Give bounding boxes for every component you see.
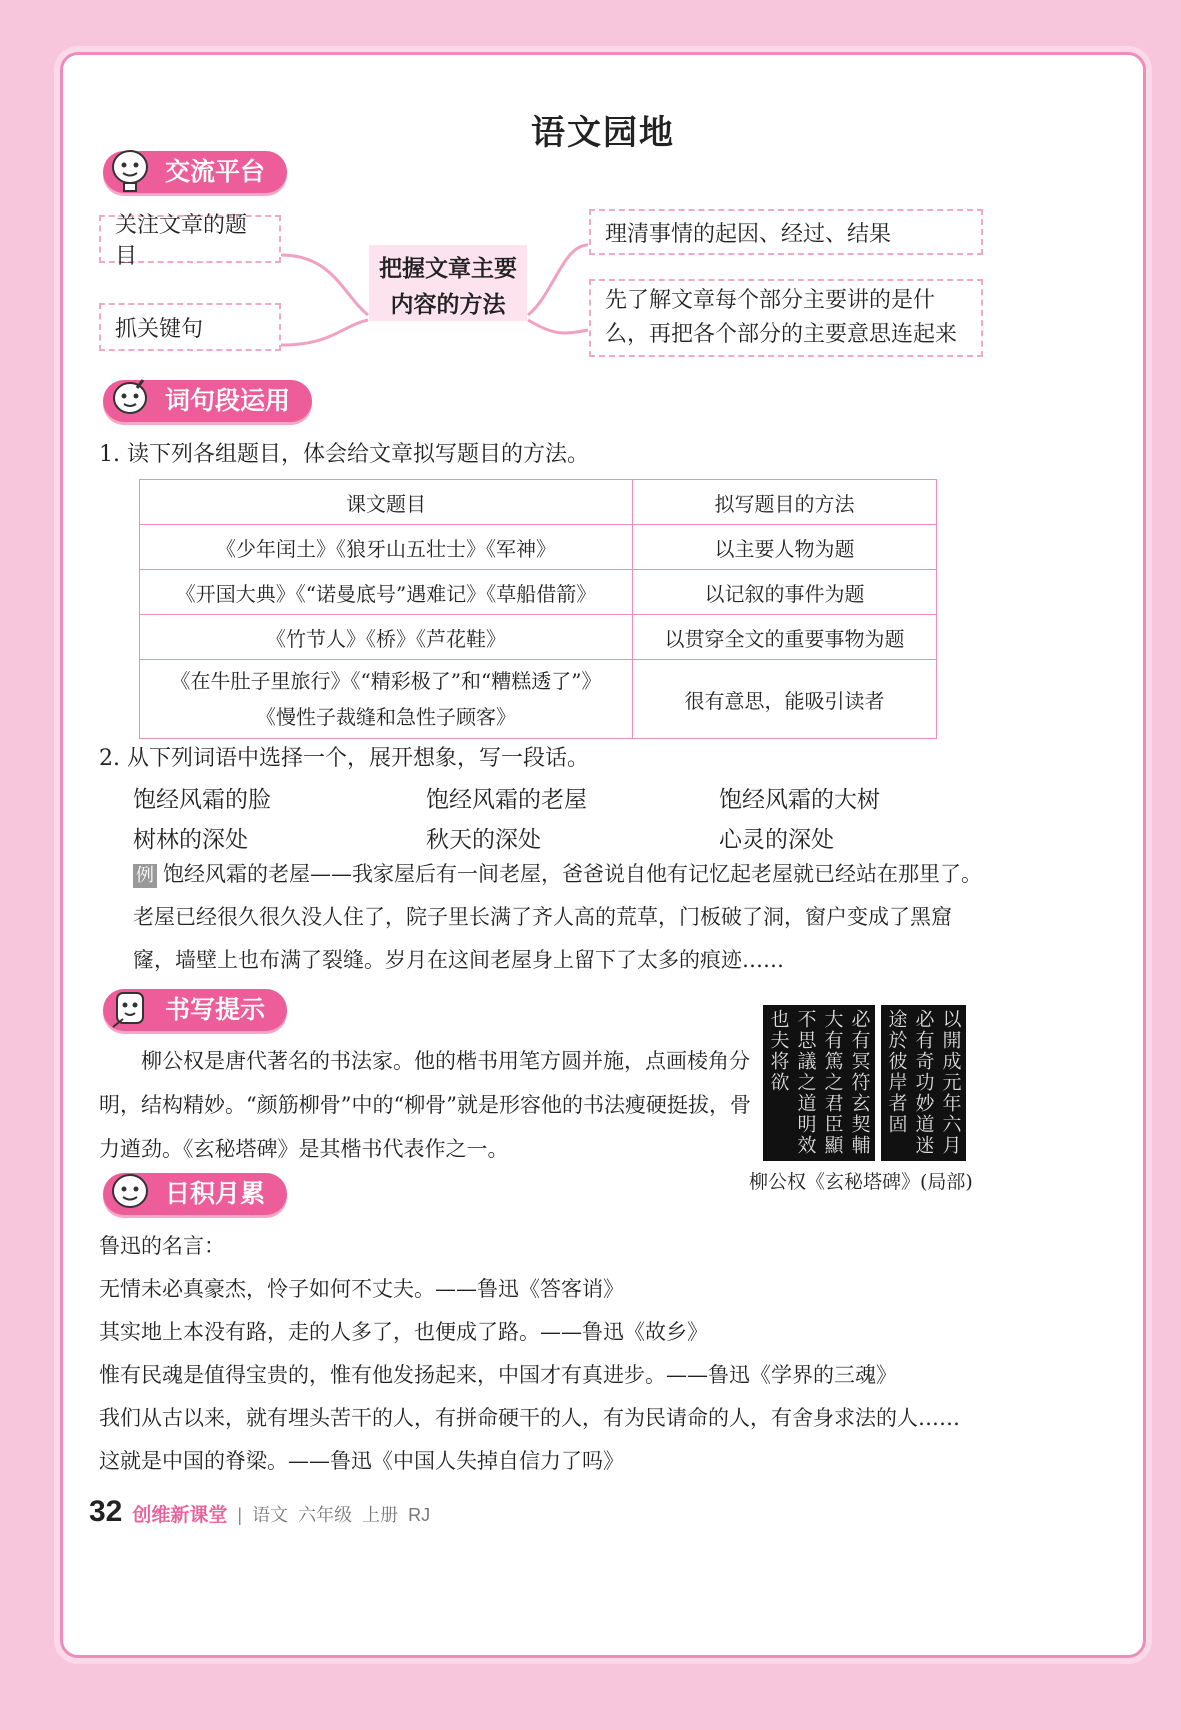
quote-line: 其实地上本没有路，走的人多了，也便成了路。——鲁迅《故乡》 xyxy=(99,1320,708,1344)
word-option: 树林的深处 xyxy=(133,827,248,853)
stele-image xyxy=(767,1005,962,1161)
section-heading-writing xyxy=(103,989,287,1031)
table-header-row xyxy=(140,480,937,525)
trophy-mascot-icon xyxy=(107,145,153,193)
word-option: 秋天的深处 xyxy=(426,827,541,853)
book-mascot-icon xyxy=(107,1167,153,1215)
footer-brand: 创维新课堂 xyxy=(132,1505,228,1526)
table-row xyxy=(140,570,937,615)
table-cell: 很有意思，能吸引读者 xyxy=(633,660,937,739)
footer-edition: RJ xyxy=(408,1505,431,1525)
page-title: 语文园地 xyxy=(531,113,675,153)
quote-line: 这就是中国的脊梁。——鲁迅《中国人失掉自信力了吗》 xyxy=(99,1449,624,1473)
mindmap-left-box-2 xyxy=(99,303,281,351)
footer-subject: 语文 xyxy=(252,1505,289,1525)
table-row xyxy=(140,525,937,570)
word-option: 饱经风霜的脸 xyxy=(133,787,271,813)
stele-caption: 柳公权《玄秘塔碑》(局部) xyxy=(749,1171,973,1193)
section-heading-accumulate xyxy=(103,1173,287,1215)
mindmap-center-box xyxy=(369,245,527,321)
mindmap-right-text-1: 理清事情的起因、经过、结果 xyxy=(605,221,892,247)
table-cell: 《竹节人》《桥》《芦花鞋》 xyxy=(140,615,633,660)
section-heading-exchange xyxy=(103,151,287,193)
table-row xyxy=(140,615,937,660)
example-tag: 例 xyxy=(133,864,157,888)
section-heading-label: 交流平台 xyxy=(165,157,266,186)
question-1: 1. 读下列各组题目，体会给文章拟写题目的方法。 xyxy=(99,442,589,467)
mindmap-center-text: 把握文章主要内容的方法 xyxy=(379,256,517,318)
page xyxy=(60,52,1146,1658)
table-header-cell: 拟写题目的方法 xyxy=(633,480,937,525)
section-heading-label: 词句段运用 xyxy=(165,386,291,415)
word-option: 饱经风霜的老屋 xyxy=(426,787,587,813)
word-option: 心灵的深处 xyxy=(719,827,834,853)
page-footer: 32 创维新课堂 | 语文 六年级 上册 RJ xyxy=(89,1495,431,1528)
quote-line: 我们从古以来，就有埋头苦干的人，有拼命硬干的人，有为民请命的人，有舍身求法的人…… xyxy=(99,1406,960,1430)
mindmap-right-text-2: 先了解文章每个部分主要讲的是什么，再把各个部分的主要意思连起来 xyxy=(605,288,958,347)
section-heading-usage xyxy=(103,380,312,422)
example-text: 饱经风霜的老屋——我家屋后有一间老屋，爸爸说自他有记忆起老屋就已经站在那里了。老屋已经很久很久没人住了，院子里长满了齐人高的荒草，门板破了洞，窗户变成了黑窟窿，墙壁上也布满了裂缝。岁月在这间老屋身上留下了太多的痕迹…… xyxy=(133,862,982,972)
table-cell: 以记叙的事件为题 xyxy=(633,570,937,615)
mindmap-right-box-1 xyxy=(589,209,983,255)
table-header-cell: 课文题目 xyxy=(140,480,633,525)
quote-line: 无情未必真豪杰，怜子如何不丈夫。——鲁迅《答客诮》 xyxy=(99,1277,624,1301)
example-paragraph xyxy=(133,853,983,982)
table-cell: 《开国大典》《“诺曼底号”遇难记》《草船借箭》 xyxy=(140,570,633,615)
table-cell: 以贯穿全文的重要事物为题 xyxy=(633,615,937,660)
quotes-intro: 鲁迅的名言： xyxy=(99,1234,225,1258)
stele-column-right: 以開成元年六月必有奇功妙道迷途於彼岸者固 xyxy=(881,1005,966,1161)
footer-grade: 六年级 xyxy=(298,1505,353,1525)
mindmap-left-box-1 xyxy=(99,213,281,269)
table-row xyxy=(140,660,937,739)
table-cell: 《在牛肚子里旅行》《“精彩极了”和“糟糕透了”》《慢性子裁缝和急性子顾客》 xyxy=(140,660,633,739)
question-2: 2. 从下列词语中选择一个，展开想象，写一段话。 xyxy=(99,746,589,771)
mindmap-left-text-2: 抓关键句 xyxy=(115,316,204,342)
footer-volume: 上册 xyxy=(362,1505,399,1525)
quote-line: 惟有民魂是值得宝贵的，惟有他发扬起来，中国才有真进步。——鲁迅《学界的三魂》 xyxy=(99,1363,897,1387)
calligraphy-paragraph: 柳公权是唐代著名的书法家。他的楷书用笔方圆并施，点画棱角分明，结构精妙。“颜筋柳骨”中的“柳骨”就是形容他的书法瘦硬挺拔，骨力遒劲。《玄秘塔碑》是其楷书代表作之一。 xyxy=(99,1049,751,1161)
table-cell: 《少年闰土》《狼牙山五壮士》《军神》 xyxy=(140,525,633,570)
page-number: 32 xyxy=(89,1495,123,1528)
mindmap-left-text-1: 关注文章的题目 xyxy=(115,213,248,269)
section-heading-label: 日积月累 xyxy=(165,1179,266,1208)
mindmap-right-box-2 xyxy=(589,279,983,357)
section-heading-label: 书写提示 xyxy=(165,995,266,1024)
word-option: 饱经风霜的大树 xyxy=(719,787,880,813)
brush-mascot-icon xyxy=(107,983,153,1031)
methods-table xyxy=(139,479,937,739)
pencil-mascot-icon xyxy=(107,374,153,422)
stele-column-left: 必有冥符玄契輔大有篤之君臣顯不思議之道明效也夫将欲 xyxy=(763,1005,875,1161)
table-cell: 以主要人物为题 xyxy=(633,525,937,570)
